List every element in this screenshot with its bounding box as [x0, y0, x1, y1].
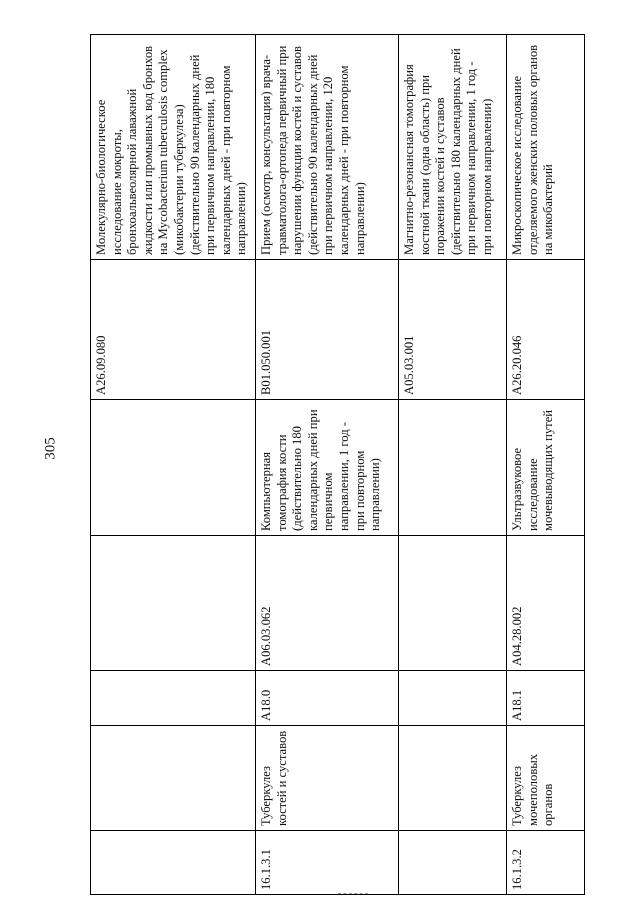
cell-service-code: [399, 536, 507, 671]
cell-service-code: A06.03.062: [256, 536, 399, 671]
cell-code: [399, 831, 507, 895]
cell-disease: [399, 726, 507, 831]
rotated-table-container: [90, 35, 584, 895]
cell-service-name: [399, 400, 507, 536]
cell-service-code-2: B01.050.001: [256, 260, 399, 400]
cell-mkb: A18.1: [507, 671, 585, 726]
page-number: 305: [42, 437, 59, 460]
scan-artifact: [338, 893, 368, 895]
cell-service-code-2: A05.03.001: [399, 260, 507, 400]
services-table: [90, 34, 585, 895]
cell-mkb: [91, 671, 256, 726]
cell-service-name: Ультразвуковое исследование мочевыводящих путей: [507, 400, 585, 536]
table-row: [91, 35, 256, 895]
cell-code: 16.1.3.2: [507, 831, 585, 895]
cell-service-name: [91, 400, 256, 536]
cell-service-code: A04.28.002: [507, 536, 585, 671]
cell-service-name-2: Молекулярно-биологическое исследование мокроты, бронхоальвеолярной лаважной жидкости или промывных вод бронхов на Mycobacterium tuberculosis complex (микобактерии туберкулеза) (действительно 90 календарных дней при первичном направлении, 180 календарных дней - при повторном направлении): [91, 35, 256, 260]
cell-disease: Туберкулез костей и суставов: [256, 726, 399, 831]
cell-disease: Туберкулез мочеполовых органов: [507, 726, 585, 831]
cell-service-name-2: Микроскопическое исследование отделяемого женских половых органов на микобактерий: [507, 35, 585, 260]
table-row: [399, 35, 507, 895]
cell-mkb: A18.0: [256, 671, 399, 726]
cell-code: 16.1.3.1: [256, 831, 399, 895]
cell-disease: [91, 726, 256, 831]
table-row: [507, 35, 585, 895]
cell-service-code-2: A26.09.080: [91, 260, 256, 400]
cell-service-name: Компьютерная томография кости (действительно 180 календарных дней при первичном направлении, 1 год - при повторном направлении): [256, 400, 399, 536]
cell-mkb: [399, 671, 507, 726]
cell-service-code-2: A26.20.046: [507, 260, 585, 400]
cell-service-code: [91, 536, 256, 671]
cell-code: [91, 831, 256, 895]
cell-service-name-2: Прием (осмотр, консультация) врача-травматолога-ортопеда первичный при нарушении функции костей и суставов (действительно 90 календарных дней при первичном направлении, 120 календарных дней - при повторном направлении): [256, 35, 399, 260]
cell-service-name-2: Магнитно-резонансная томография костной ткани (одна область) при поражении костей и суставов (действительно 180 календарных дней при первичном направлении, 1 год - при повторном направлении): [399, 35, 507, 260]
table-row: [256, 35, 399, 895]
